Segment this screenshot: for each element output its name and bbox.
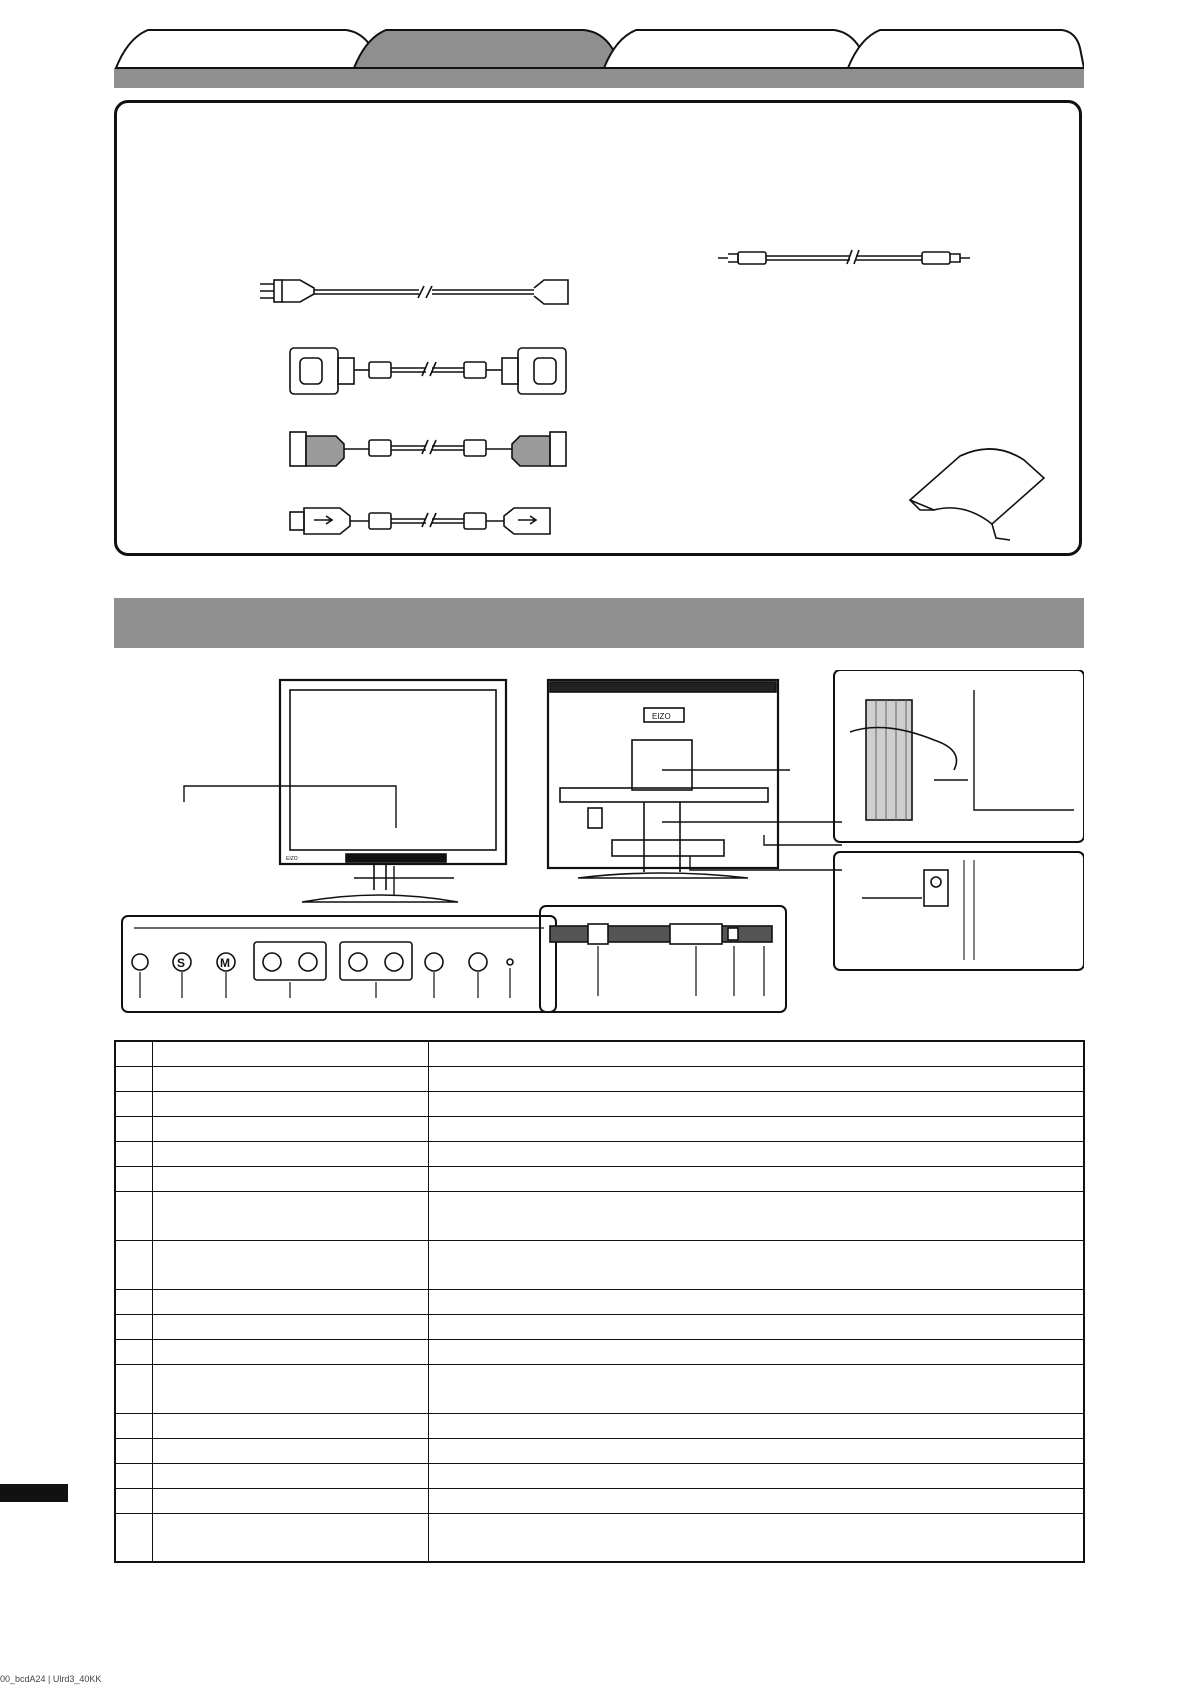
number-cell bbox=[115, 1413, 152, 1438]
name-cell bbox=[152, 1116, 428, 1141]
tab-2[interactable] bbox=[354, 30, 624, 68]
name-cell bbox=[152, 1314, 428, 1339]
number-cell bbox=[115, 1141, 152, 1166]
cable-holder-detail bbox=[834, 670, 1084, 842]
side-tab-marker bbox=[0, 1484, 68, 1502]
front-logo: EIZO bbox=[286, 856, 298, 862]
number-cell bbox=[115, 1314, 152, 1339]
name-cell bbox=[152, 1041, 428, 1066]
table-row bbox=[115, 1463, 1084, 1488]
tab-4[interactable] bbox=[848, 30, 1084, 68]
function-cell bbox=[428, 1240, 1084, 1289]
table-row bbox=[115, 1116, 1084, 1141]
footer-text: 00_bcdA24 | Ulrd3_40KK bbox=[0, 1674, 102, 1684]
table-row bbox=[115, 1289, 1084, 1314]
dsub-cable-icon bbox=[290, 432, 566, 466]
name-cell bbox=[152, 1066, 428, 1091]
tab-bar bbox=[114, 28, 1084, 88]
function-cell bbox=[428, 1463, 1084, 1488]
headphone-jack-icon bbox=[931, 877, 941, 887]
function-cell bbox=[428, 1116, 1084, 1141]
number-cell bbox=[115, 1240, 152, 1289]
table-row bbox=[115, 1488, 1084, 1513]
input-button-icon[interactable] bbox=[425, 953, 443, 971]
table-row bbox=[115, 1413, 1084, 1438]
rear-view bbox=[548, 680, 842, 878]
control-panel bbox=[122, 916, 556, 1012]
brightness-down-icon[interactable] bbox=[263, 953, 281, 971]
front-view bbox=[184, 680, 506, 902]
name-cell bbox=[152, 1413, 428, 1438]
function-cell bbox=[428, 1166, 1084, 1191]
name-cell bbox=[152, 1438, 428, 1463]
name-cell bbox=[152, 1141, 428, 1166]
volume-up-icon[interactable] bbox=[385, 953, 403, 971]
number-cell bbox=[115, 1438, 152, 1463]
name-cell bbox=[152, 1513, 428, 1562]
s-button-label: S bbox=[177, 956, 186, 970]
number-cell bbox=[115, 1488, 152, 1513]
function-cell bbox=[428, 1141, 1084, 1166]
name-cell bbox=[152, 1488, 428, 1513]
number-cell bbox=[115, 1289, 152, 1314]
tab-1[interactable] bbox=[116, 30, 384, 68]
name-cell bbox=[152, 1191, 428, 1240]
tab-bar-base bbox=[114, 68, 1084, 88]
table-row bbox=[115, 1141, 1084, 1166]
power-button-icon[interactable] bbox=[469, 953, 487, 971]
volume-down-icon[interactable] bbox=[349, 953, 367, 971]
sensor-icon bbox=[132, 954, 148, 970]
name-cell bbox=[152, 1240, 428, 1289]
name-cell bbox=[152, 1289, 428, 1314]
accessories-illustrations bbox=[114, 100, 1082, 556]
function-cell bbox=[428, 1314, 1084, 1339]
function-cell bbox=[428, 1413, 1084, 1438]
svg-text:EIZO: EIZO bbox=[652, 712, 671, 721]
name-cell bbox=[152, 1364, 428, 1413]
name-cell bbox=[152, 1166, 428, 1191]
table-row bbox=[115, 1191, 1084, 1240]
port-panel bbox=[540, 906, 786, 1012]
function-cell bbox=[428, 1066, 1084, 1091]
function-cell bbox=[428, 1364, 1084, 1413]
m-button-label: M bbox=[220, 956, 230, 970]
function-cell bbox=[428, 1488, 1084, 1513]
parts-table bbox=[114, 1040, 1085, 1563]
name-cell bbox=[152, 1339, 428, 1364]
cable-holder-icon bbox=[910, 449, 1044, 540]
function-cell bbox=[428, 1289, 1084, 1314]
function-cell bbox=[428, 1191, 1084, 1240]
number-cell bbox=[115, 1091, 152, 1116]
table-row bbox=[115, 1240, 1084, 1289]
table-row bbox=[115, 1041, 1084, 1066]
table-row bbox=[115, 1513, 1084, 1562]
number-cell bbox=[115, 1041, 152, 1066]
name-cell bbox=[152, 1091, 428, 1116]
table-row bbox=[115, 1339, 1084, 1364]
table-row bbox=[115, 1091, 1084, 1116]
function-cell bbox=[428, 1041, 1084, 1066]
number-cell bbox=[115, 1364, 152, 1413]
monitor-illustrations bbox=[114, 670, 1084, 1022]
table-row bbox=[115, 1314, 1084, 1339]
tab-3[interactable] bbox=[604, 30, 872, 68]
number-cell bbox=[115, 1191, 152, 1240]
power-cord-icon bbox=[260, 280, 568, 304]
number-cell bbox=[115, 1463, 152, 1488]
function-cell bbox=[428, 1438, 1084, 1463]
name-cell bbox=[152, 1463, 428, 1488]
number-cell bbox=[115, 1513, 152, 1562]
audio-jack-detail bbox=[834, 852, 1084, 970]
number-cell bbox=[115, 1166, 152, 1191]
number-cell bbox=[115, 1339, 152, 1364]
table-row bbox=[115, 1364, 1084, 1413]
number-cell bbox=[115, 1066, 152, 1091]
function-cell bbox=[428, 1513, 1084, 1562]
table-row bbox=[115, 1438, 1084, 1463]
usb-cable-icon bbox=[290, 508, 550, 534]
function-cell bbox=[428, 1339, 1084, 1364]
table-row bbox=[115, 1066, 1084, 1091]
power-indicator-icon bbox=[507, 959, 513, 965]
function-cell bbox=[428, 1091, 1084, 1116]
brightness-up-icon[interactable] bbox=[299, 953, 317, 971]
number-cell bbox=[115, 1116, 152, 1141]
table-row bbox=[115, 1166, 1084, 1191]
section-band bbox=[114, 598, 1084, 648]
audio-cable-icon bbox=[718, 250, 970, 264]
dvi-cable-icon bbox=[290, 348, 566, 394]
